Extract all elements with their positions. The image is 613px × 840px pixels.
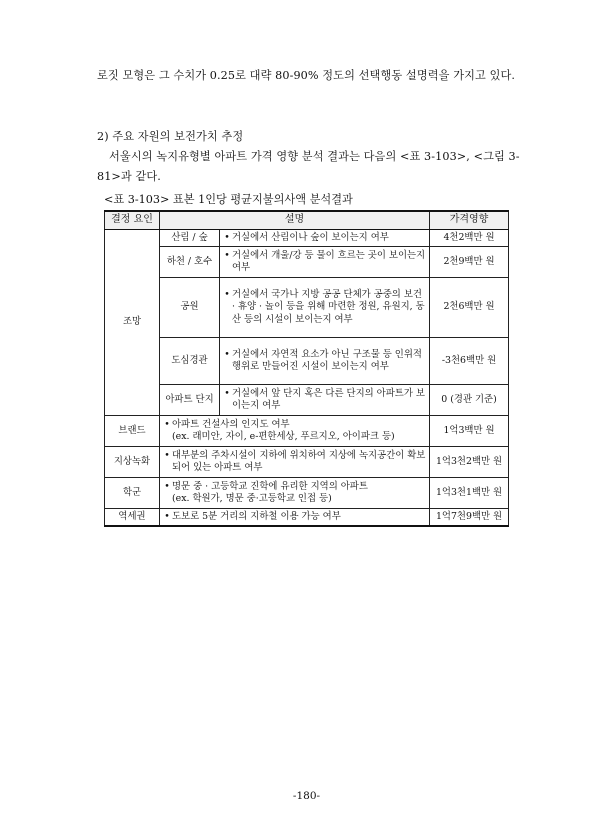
table-header-row xyxy=(105,211,509,230)
factor: 역세권 xyxy=(105,509,160,526)
price-impact: 2천6백만 원 xyxy=(430,278,509,338)
subfactor: 하천 / 호수 xyxy=(160,247,220,278)
header-desc: 설명 xyxy=(160,211,430,230)
description: • 대부분의 주차시설이 지하에 위치하여 지상에 녹지공간이 확보되어 있는 아파트 여부 xyxy=(160,447,430,478)
table-caption: <표 3-103> 표본 1인당 평균지불의사액 분석결과 xyxy=(104,193,353,206)
table-row xyxy=(105,230,509,247)
description: • 거실에서 산림이나 숲이 보이는지 여부 xyxy=(220,230,430,247)
header-factor: 결정 요인 xyxy=(105,211,160,230)
group-view: 조망 xyxy=(105,230,160,416)
table-row xyxy=(105,247,509,278)
table-row xyxy=(105,447,509,478)
description: • 명문 중 · 고등학교 진학에 유리한 지역의 아파트 (ex. 학원가, 명문 중·고등학교 인접 등) xyxy=(160,478,430,509)
table-row xyxy=(105,416,509,447)
subfactor: 도심경관 xyxy=(160,338,220,385)
table-row xyxy=(105,509,509,526)
price-impact: -3천6백만 원 xyxy=(430,338,509,385)
price-impact: 1억3천1백만 원 xyxy=(430,478,509,509)
price-impact: 1억3백만 원 xyxy=(430,416,509,447)
description: • 도보로 5분 거리의 지하철 이용 가능 여부 xyxy=(160,509,430,526)
table-row xyxy=(105,278,509,338)
wtp-table xyxy=(104,210,509,527)
price-impact: 0 (경관 기준) xyxy=(430,385,509,416)
factor: 지상녹화 xyxy=(105,447,160,478)
description: • 거실에서 국가나 지방 공공 단체가 공중의 보건 · 휴양 · 놀이 등을 위해 마련한 정원, 유원지, 동산 등의 시설이 보이는지 여부 xyxy=(220,278,430,338)
section-heading: 2) 주요 자원의 보전가치 추정 xyxy=(97,130,244,143)
table-row xyxy=(105,338,509,385)
description: • 거실에서 앞 단지 혹은 다른 단지의 아파트가 보이는지 여부 xyxy=(220,385,430,416)
page-number: -180- xyxy=(292,790,321,802)
price-impact: 1억7천9백만 원 xyxy=(430,509,509,526)
subfactor: 산림 / 숲 xyxy=(160,230,220,247)
header-impact: 가격영향 xyxy=(430,211,509,230)
paragraph-intro: 서울시의 녹지유형별 아파트 가격 영향 분석 결과는 다음의 <표 3-103>, <그림 3-81>과 같다. xyxy=(97,150,520,183)
factor: 브랜드 xyxy=(105,416,160,447)
price-impact: 2천9백만 원 xyxy=(430,247,509,278)
description: • 아파트 건설사의 인지도 여부 (ex. 래미안, 자이, e-편한세상, 푸르지오, 아이파크 등) xyxy=(160,416,430,447)
factor: 학군 xyxy=(105,478,160,509)
paragraph-logit: 로짓 모형은 그 수치가 0.25로 대략 80-90% 정도의 선택행동 설명력을 가지고 있다. xyxy=(97,69,516,82)
description: • 거실에서 자연적 요소가 아닌 구조물 등 인위적 행위로 만들어진 시설이 보이는지 여부 xyxy=(220,338,430,385)
subfactor: 아파트 단지 xyxy=(160,385,220,416)
subfactor: 공원 xyxy=(160,278,220,338)
price-impact: 1억3천2백만 원 xyxy=(430,447,509,478)
table-row xyxy=(105,385,509,416)
price-impact: 4천2백만 원 xyxy=(430,230,509,247)
table-row xyxy=(105,478,509,509)
description: • 거실에서 개울/강 등 물이 흐르는 곳이 보이는지 여부 xyxy=(220,247,430,278)
